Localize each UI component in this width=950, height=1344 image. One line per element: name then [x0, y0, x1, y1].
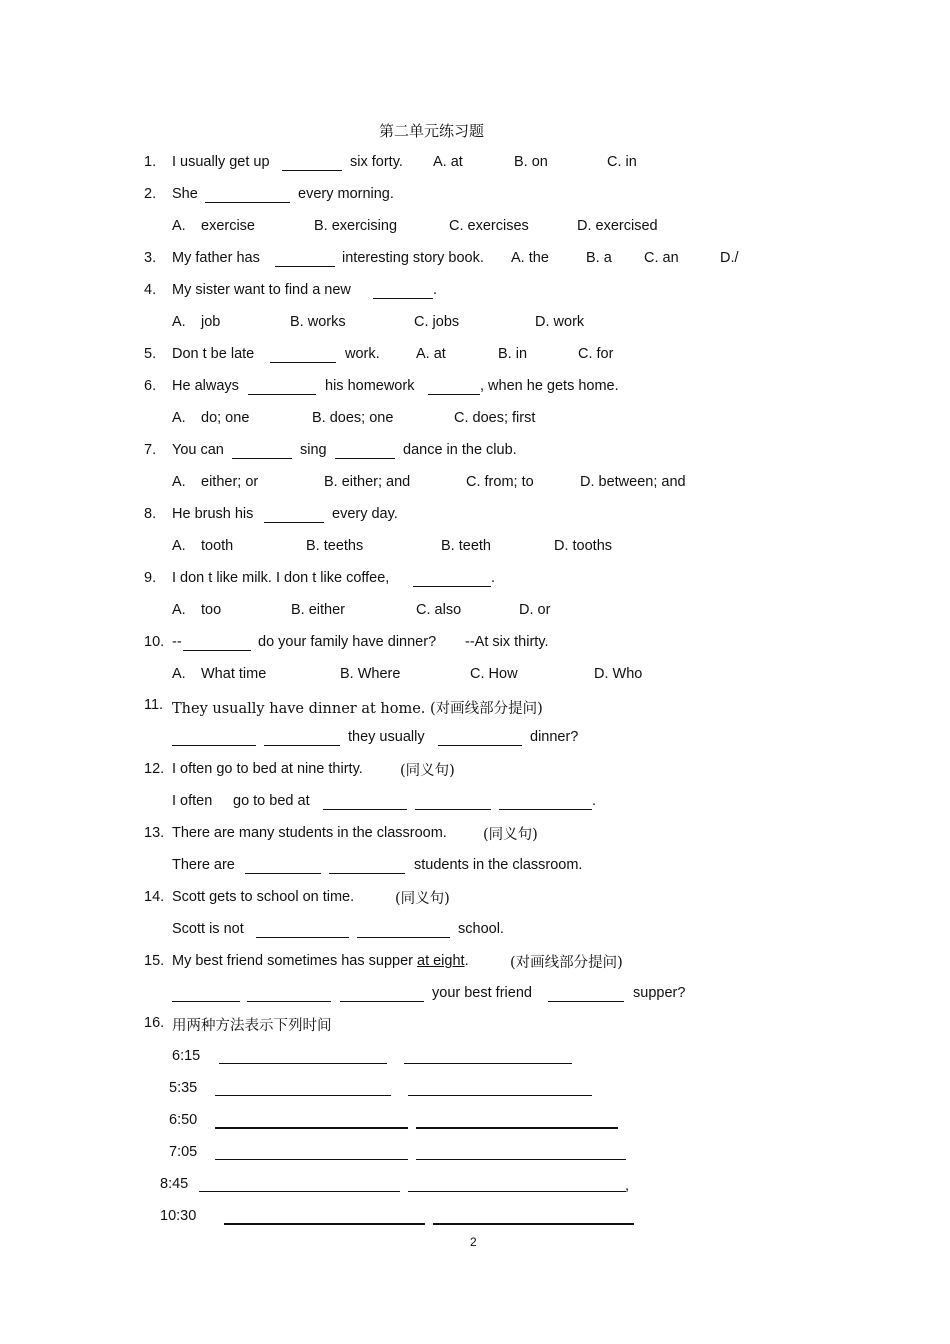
answer-blank[interactable]: [256, 921, 349, 938]
answer-blank[interactable]: [205, 186, 290, 203]
question-text: There are: [172, 857, 235, 873]
option-a-letter: A.: [172, 602, 186, 618]
option-a-letter: A.: [172, 666, 186, 682]
option-a: either; or: [201, 474, 259, 490]
question-text: I often: [172, 793, 213, 809]
question-text-tail: supper?: [633, 985, 686, 1001]
time-label: 6:15: [172, 1048, 201, 1064]
time-label: 5:35: [169, 1080, 198, 1096]
answer-blank[interactable]: [172, 985, 240, 1002]
option-a: too: [201, 602, 222, 618]
answer-blank[interactable]: [172, 729, 256, 746]
question-text: --: [172, 634, 182, 650]
question-text: I don t like milk. I don t like coffee,: [172, 570, 390, 586]
question-number: 1.: [144, 154, 157, 170]
question-number: 3.: [144, 250, 157, 266]
question-number: 13.: [144, 825, 165, 841]
answer-blank[interactable]: [548, 985, 624, 1002]
option-a-letter: A.: [172, 410, 186, 426]
question-text: He always: [172, 378, 239, 394]
answer-blank[interactable]: [329, 857, 405, 874]
answer-blank[interactable]: [408, 1175, 626, 1192]
option-a-letter: A.: [172, 314, 186, 330]
answer-blank[interactable]: [248, 378, 316, 395]
question-text: I often go to bed at nine thirty.: [172, 761, 363, 777]
option-c: C. from; to: [466, 474, 534, 490]
question-text-mid: sing: [300, 442, 327, 458]
answer-blank[interactable]: [215, 1111, 408, 1129]
answer-blank[interactable]: [199, 1175, 400, 1192]
option-c: C. an: [644, 250, 679, 266]
question-number: 7.: [144, 442, 157, 458]
answer-blank[interactable]: [264, 506, 324, 523]
question-text: He brush his: [172, 506, 254, 522]
question-text-tail: students in the classroom.: [414, 857, 583, 873]
option-a: A. the: [511, 250, 549, 266]
question-text: Scott gets to school on time.: [172, 889, 355, 905]
question-text: Scott is not: [172, 921, 244, 937]
answer-blank[interactable]: [413, 570, 491, 587]
answer-blank[interactable]: [224, 1207, 425, 1225]
time-label: 6:50: [169, 1112, 198, 1128]
question-number: 14.: [144, 889, 165, 905]
answer-blank[interactable]: [247, 985, 331, 1002]
question-number: 4.: [144, 282, 157, 298]
answer-blank[interactable]: [282, 154, 342, 171]
question-text: She: [172, 186, 198, 202]
option-c: C. does; first: [454, 410, 536, 426]
option-d: D. exercised: [577, 218, 658, 234]
question-text-tail: .: [491, 570, 496, 586]
option-d: D. tooths: [554, 538, 613, 554]
question-text-tail: .: [592, 793, 597, 809]
question-text-tail: every morning.: [298, 186, 394, 202]
question-text-mid: his homework: [325, 378, 415, 394]
option-a: exercise: [201, 218, 255, 234]
answer-blank[interactable]: [428, 378, 480, 395]
question-number: 2.: [144, 186, 157, 202]
option-a: What time: [201, 666, 267, 682]
question-text-tail: , when he gets home.: [480, 378, 619, 394]
option-d: D./: [720, 250, 739, 266]
option-c: C. jobs: [414, 314, 460, 330]
option-b: B. a: [586, 250, 612, 266]
option-b: B. teeths: [306, 538, 364, 554]
option-b: B. does; one: [312, 410, 394, 426]
answer-blank[interactable]: [416, 1111, 618, 1129]
question-number: 11.: [144, 697, 164, 713]
option-b: B. either; and: [324, 474, 411, 490]
answer-blank[interactable]: [335, 442, 395, 459]
question-number: 15.: [144, 953, 165, 969]
answer-blank[interactable]: [433, 1207, 634, 1225]
question-text-end: .: [464, 953, 469, 969]
option-a-letter: A.: [172, 538, 186, 554]
question-text: My father has: [172, 250, 260, 266]
answer-blank[interactable]: [275, 250, 335, 267]
time-label: 10:30: [160, 1208, 197, 1224]
option-a-letter: A.: [172, 474, 186, 490]
question-number: 12.: [144, 761, 165, 777]
question-text: Don t be late: [172, 346, 255, 362]
page-title: 第二单元练习题: [379, 122, 485, 140]
answer-blank[interactable]: [415, 793, 491, 810]
question-number: 9.: [144, 570, 157, 586]
answer-blank[interactable]: [183, 634, 251, 651]
question-number: 6.: [144, 378, 157, 394]
option-d: D. Who: [594, 666, 643, 682]
answer-blank[interactable]: [404, 1047, 572, 1064]
answer-blank[interactable]: [219, 1047, 387, 1064]
question-text-tail: dinner?: [530, 729, 579, 745]
answer-blank[interactable]: [323, 793, 407, 810]
option-c: C. How: [470, 666, 518, 682]
dialogue-answer: --At six thirty.: [465, 634, 549, 650]
question-number: 16.: [144, 1015, 165, 1031]
option-c: C. for: [578, 346, 614, 362]
page-number: 2: [470, 1235, 477, 1249]
question-text-tail: dance in the club.: [403, 442, 517, 458]
option-a: do; one: [201, 410, 250, 426]
question-text: go to bed at: [233, 793, 310, 809]
trailing-comma: ,: [625, 1178, 630, 1194]
question-text-main: My best friend sometimes has supper: [172, 953, 413, 969]
question-text: They usually have dinner at home. (对画线部分提问): [172, 701, 543, 717]
question-text-tail: work.: [345, 346, 380, 362]
option-c: B. teeth: [441, 538, 491, 554]
question-tag: (同义句): [400, 763, 455, 779]
answer-blank[interactable]: [373, 282, 433, 299]
option-b: B. in: [498, 346, 528, 362]
answer-blank[interactable]: [215, 1143, 408, 1160]
option-b: B. on: [514, 154, 548, 170]
answer-blank[interactable]: [357, 921, 450, 938]
question-text-tail: do your family have dinner?: [258, 634, 437, 650]
option-d: D. between; and: [580, 474, 686, 490]
option-b: B. works: [290, 314, 346, 330]
answer-blank[interactable]: [416, 1143, 626, 1160]
option-b: B. Where: [340, 666, 401, 682]
option-c: C. exercises: [449, 218, 529, 234]
answer-blank[interactable]: [438, 729, 522, 746]
question-text-mid: your best friend: [432, 985, 532, 1001]
question-tag: (对画线部分提问): [510, 955, 623, 971]
question-text-mid: they usually: [348, 729, 425, 745]
question-text-tail: every day.: [332, 506, 398, 522]
answer-blank[interactable]: [340, 985, 424, 1002]
question-text-tail: six forty.: [350, 154, 403, 170]
question-text: [172, 953, 469, 969]
answer-blank[interactable]: [245, 857, 321, 874]
question-number: 5.: [144, 346, 157, 362]
answer-blank[interactable]: [232, 442, 292, 459]
question-text-tail: school.: [458, 921, 504, 937]
question-number: 10.: [144, 634, 165, 650]
option-a-letter: A.: [172, 218, 186, 234]
question-number: 8.: [144, 506, 157, 522]
question-text: There are many students in the classroom.: [172, 825, 447, 841]
option-a: A. at: [416, 346, 446, 362]
question-tag: (同义句): [483, 827, 538, 843]
answer-blank[interactable]: [215, 1079, 391, 1096]
option-d: D. or: [519, 602, 551, 618]
answer-blank[interactable]: [408, 1079, 592, 1096]
underlined-phrase: at eight: [417, 953, 465, 969]
option-a: job: [201, 314, 221, 330]
option-c: C. also: [416, 602, 462, 618]
question-text: I usually get up: [172, 154, 270, 170]
time-label: 8:45: [160, 1176, 189, 1192]
question-tag: (同义句): [395, 891, 450, 907]
question-text-tail: .: [433, 282, 438, 298]
answer-blank[interactable]: [270, 346, 336, 363]
question-text: 用两种方法表示下列时间: [172, 1018, 332, 1034]
option-b: B. exercising: [314, 218, 398, 234]
option-a: A. at: [433, 154, 463, 170]
answer-blank[interactable]: [264, 729, 340, 746]
option-c: C. in: [607, 154, 637, 170]
question-text: You can: [172, 442, 224, 458]
answer-blank[interactable]: [499, 793, 592, 810]
option-b: B. either: [291, 602, 345, 618]
question-text: My sister want to find a new: [172, 282, 351, 298]
time-label: 7:05: [169, 1144, 198, 1160]
question-text-tail: interesting story book.: [342, 250, 484, 266]
option-d: D. work: [535, 314, 585, 330]
option-a: tooth: [201, 538, 234, 554]
